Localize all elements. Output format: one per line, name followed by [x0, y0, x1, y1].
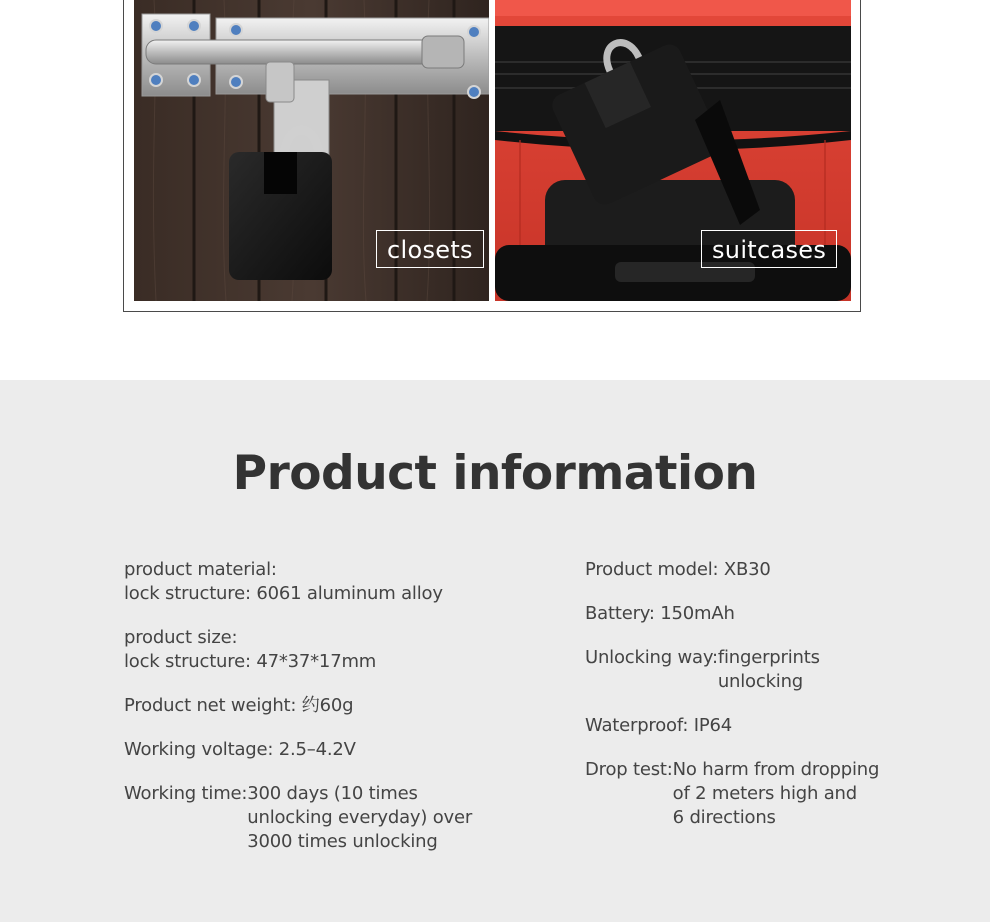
suitcase-photo: [495, 0, 851, 301]
spec-label: Drop test:: [585, 759, 673, 780]
spec-label: Unlocking way:: [585, 647, 718, 668]
spec-voltage: [124, 738, 544, 762]
spec-value-line: 3000 times unlocking: [247, 831, 438, 852]
spec-value-line: fingerprints: [717, 647, 820, 668]
spec-unlocking-way: [585, 646, 965, 694]
spec-value: lock structure: 47*37*17mm: [124, 651, 377, 672]
spec-column-right: [585, 558, 965, 850]
spec-net-weight: [124, 694, 544, 718]
spec-value-line: No harm from dropping: [672, 759, 880, 780]
spec-drop-test: [585, 758, 965, 830]
spec-values: [247, 782, 472, 854]
spec-value-line: 300 days (10 times: [247, 783, 418, 804]
suitcases-caption: suitcases: [701, 230, 837, 268]
spec-value-line: unlocking everyday) over: [247, 807, 473, 828]
product-information-section: [0, 380, 990, 922]
spec-material: [124, 558, 544, 606]
spec-value-line: 6 directions: [672, 807, 776, 828]
spec-model: [585, 558, 965, 582]
spec-column-left: [124, 558, 544, 874]
closet-photo: [134, 0, 489, 301]
spec-text: Product net weight: 约60g: [124, 695, 354, 716]
usage-gallery: [123, 0, 861, 312]
spec-value: lock structure: 6061 aluminum alloy: [124, 583, 443, 604]
spec-text: Battery: 150mAh: [585, 603, 735, 624]
spec-values: [718, 646, 820, 694]
spec-label: product material:: [124, 559, 277, 580]
spec-text: Product model: XB30: [585, 559, 771, 580]
section-title: Product information: [232, 446, 758, 501]
spec-value-line: unlocking: [717, 671, 804, 692]
spec-waterproof: [585, 714, 965, 738]
spec-size: [124, 626, 544, 674]
closets-caption: closets: [376, 230, 484, 268]
spec-working-time: [124, 782, 544, 854]
spec-label: product size:: [124, 627, 238, 648]
spec-value-line: of 2 meters high and: [672, 783, 857, 804]
spec-battery: [585, 602, 965, 626]
spec-values: [673, 758, 880, 830]
spec-text: Working voltage: 2.5–4.2V: [124, 739, 356, 760]
spec-label: Working time:: [124, 783, 248, 804]
spec-text: Waterproof: IP64: [585, 715, 733, 736]
